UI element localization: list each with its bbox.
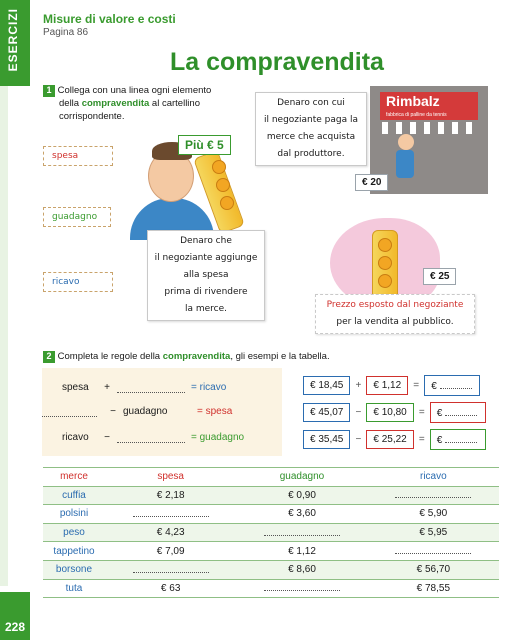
table-cell-value: € 56,70	[368, 560, 499, 579]
table-row	[43, 542, 499, 561]
page-reference: Pagina 86	[43, 27, 89, 38]
shop-window	[452, 122, 458, 134]
table-cell-value: € 0,90	[236, 486, 367, 505]
fill-in-blank	[395, 489, 471, 498]
shop-window	[438, 122, 444, 134]
card2-line5: la merce.	[184, 304, 228, 314]
exercise1-line3: corrispondente.	[59, 111, 125, 122]
label-spesa[interactable]: spesa	[43, 146, 113, 166]
example-row-3	[303, 429, 486, 450]
rule1-a: spesa	[62, 382, 89, 393]
example3-b: € 25,22	[366, 430, 413, 449]
example3-result-prefix: €	[436, 435, 443, 446]
rule1-op: +	[104, 382, 110, 393]
table-cell-merce: polsini	[43, 505, 105, 524]
table-cell-merce: borsone	[43, 560, 105, 579]
table-cell-blank[interactable]	[105, 505, 236, 524]
example1-equals: =	[413, 380, 420, 391]
label-ricavo[interactable]: ricavo	[43, 272, 113, 292]
example1-op: +	[355, 380, 362, 391]
example2-a: € 45,07	[303, 403, 350, 422]
exercise2-instructions	[43, 350, 330, 363]
table-cell-value: € 5,90	[368, 505, 499, 524]
card1-line2: il negoziante paga la	[263, 115, 359, 125]
table-cell-value: € 7,09	[105, 542, 236, 561]
tennis-ball-icon	[216, 178, 230, 192]
fill-in-blank	[395, 545, 471, 554]
example2-equals: =	[418, 407, 425, 418]
example3-op: −	[355, 434, 362, 445]
table-cell-blank[interactable]	[368, 486, 499, 505]
page-number: 228	[0, 592, 30, 640]
exercise2-text-post: , gli esempi e la tabella.	[230, 351, 330, 362]
example2-result[interactable]	[430, 402, 486, 423]
rule2-b: guadagno	[123, 406, 168, 417]
example-row-2	[303, 402, 486, 423]
example1-blank	[440, 379, 472, 389]
tennis-ball-icon	[378, 256, 392, 270]
exercise1-instructions	[43, 84, 211, 123]
shop-window	[382, 122, 388, 134]
table-cell-value: € 4,23	[105, 523, 236, 542]
price-tag-plus: Più € 5	[178, 135, 231, 155]
exercise1-line2-pre: della	[59, 98, 82, 109]
card2-line2: il negoziante aggiunge	[154, 253, 258, 263]
example2-b: € 10,80	[366, 403, 413, 422]
shop-window	[466, 122, 472, 134]
card1-line1: Denaro con cui	[277, 98, 345, 108]
table-cell-merce: tuta	[43, 579, 105, 598]
rule1-result: = ricavo	[191, 382, 227, 393]
definition-card-ricavo[interactable]	[315, 294, 475, 334]
example1-a: € 18,45	[303, 376, 350, 395]
card2-line1: Denaro che	[180, 236, 232, 246]
header-ricavo: ricavo	[368, 468, 499, 487]
tennis-ball-icon	[212, 160, 226, 174]
table-cell-blank[interactable]	[368, 542, 499, 561]
fill-in-blank	[133, 564, 209, 573]
card1-line4: dal produttore.	[277, 149, 345, 159]
price-tag-25: € 25	[423, 268, 456, 285]
example3-equals: =	[418, 434, 425, 445]
exercise1-badge: 1	[43, 85, 55, 97]
definition-card-spesa[interactable]	[255, 92, 367, 166]
example2-op: −	[355, 407, 362, 418]
table-cell-value: € 1,12	[236, 542, 367, 561]
shop-name: Rimbalz	[386, 93, 440, 109]
label-guadagno[interactable]: guadagno	[43, 207, 111, 227]
table-row	[43, 560, 499, 579]
rule3-result: = guadagno	[191, 432, 245, 443]
exercise2-text-pre: Completa le regole della	[57, 351, 163, 362]
table-cell-value: € 78,55	[368, 579, 499, 598]
example2-blank	[445, 406, 477, 416]
price-tag-20: € 20	[355, 174, 388, 191]
rule3-blank[interactable]	[117, 433, 185, 443]
rule-row-2	[42, 406, 232, 417]
table-cell-blank[interactable]	[236, 579, 367, 598]
table-cell-merce: cuffia	[43, 486, 105, 505]
table-row	[43, 579, 499, 598]
section-tab	[0, 0, 30, 86]
shop-window	[424, 122, 430, 134]
card3-line2: per la vendita al pubblico.	[336, 317, 454, 327]
rule2-op: −	[110, 406, 116, 417]
example3-a: € 35,45	[303, 430, 350, 449]
shop-window	[396, 122, 402, 134]
rule1-blank[interactable]	[117, 383, 185, 393]
fill-in-blank	[264, 582, 340, 591]
table-cell-blank[interactable]	[236, 523, 367, 542]
shop-sign	[380, 92, 478, 120]
header-guadagno: guadagno	[236, 468, 367, 487]
side-strip	[0, 86, 8, 586]
exercise2-text-bold: compravendita	[162, 351, 231, 362]
table-cell-merce: tappetino	[43, 542, 105, 561]
fill-in-blank	[133, 508, 209, 517]
example2-result-prefix: €	[436, 408, 443, 419]
example1-b: € 1,12	[366, 376, 408, 395]
rule-row-1	[42, 382, 226, 393]
definition-card-guadagno[interactable]	[147, 230, 265, 321]
exercise2-badge: 2	[43, 351, 55, 363]
table-cell-value: € 3,60	[236, 505, 367, 524]
example1-result[interactable]	[424, 375, 480, 396]
table-cell-value: € 5,95	[368, 523, 499, 542]
tennis-ball-icon	[220, 196, 234, 210]
table-cell-value: € 8,60	[236, 560, 367, 579]
tennis-ball-icon	[378, 238, 392, 252]
exercise1-line1: Collega con una linea ogni elemento	[57, 85, 212, 96]
shop-subtitle: fabbrica di palline da tennis	[386, 112, 447, 118]
table-row	[43, 523, 499, 542]
chapter-title: Misure di valore e costi	[43, 12, 176, 26]
exercise1-line2-post: al cartellino	[149, 98, 200, 109]
card2-line3: alla spesa	[183, 270, 229, 280]
header-spesa: spesa	[105, 468, 236, 487]
table-row	[43, 505, 499, 524]
rule3-op: −	[104, 432, 110, 443]
card3-line1: Prezzo esposto dal negoziante	[326, 300, 464, 310]
rule-row-3	[42, 432, 244, 443]
runner-illustration-head	[398, 134, 414, 150]
tennis-ball-icon	[378, 274, 392, 288]
example3-blank	[445, 433, 477, 443]
exercise1-line2-bold: compravendita	[81, 98, 150, 109]
example-row-1	[303, 375, 480, 396]
rule3-a: ricavo	[62, 432, 89, 443]
rules-box	[42, 368, 282, 456]
compravendita-table	[43, 467, 499, 598]
rule2-result: = spesa	[197, 406, 233, 417]
table-cell-blank[interactable]	[105, 560, 236, 579]
example1-result-prefix: €	[431, 381, 437, 392]
runner-illustration-body	[396, 150, 414, 178]
example3-result[interactable]	[430, 429, 486, 450]
card1-line3: merce che acquista	[266, 132, 356, 142]
shop-window	[410, 122, 416, 134]
table-header-row	[43, 468, 499, 487]
table-cell-merce: peso	[43, 523, 105, 542]
page-title: La compravendita	[170, 48, 384, 76]
table-cell-value: € 2,18	[105, 486, 236, 505]
table-cell-value: € 63	[105, 579, 236, 598]
section-tab-label: ESERCIZI	[6, 8, 20, 72]
header-merce: merce	[43, 468, 105, 487]
fill-in-blank	[264, 527, 340, 536]
table-row	[43, 486, 499, 505]
card2-line4: prima di rivendere	[164, 287, 248, 297]
rule2-blank[interactable]	[42, 407, 97, 417]
